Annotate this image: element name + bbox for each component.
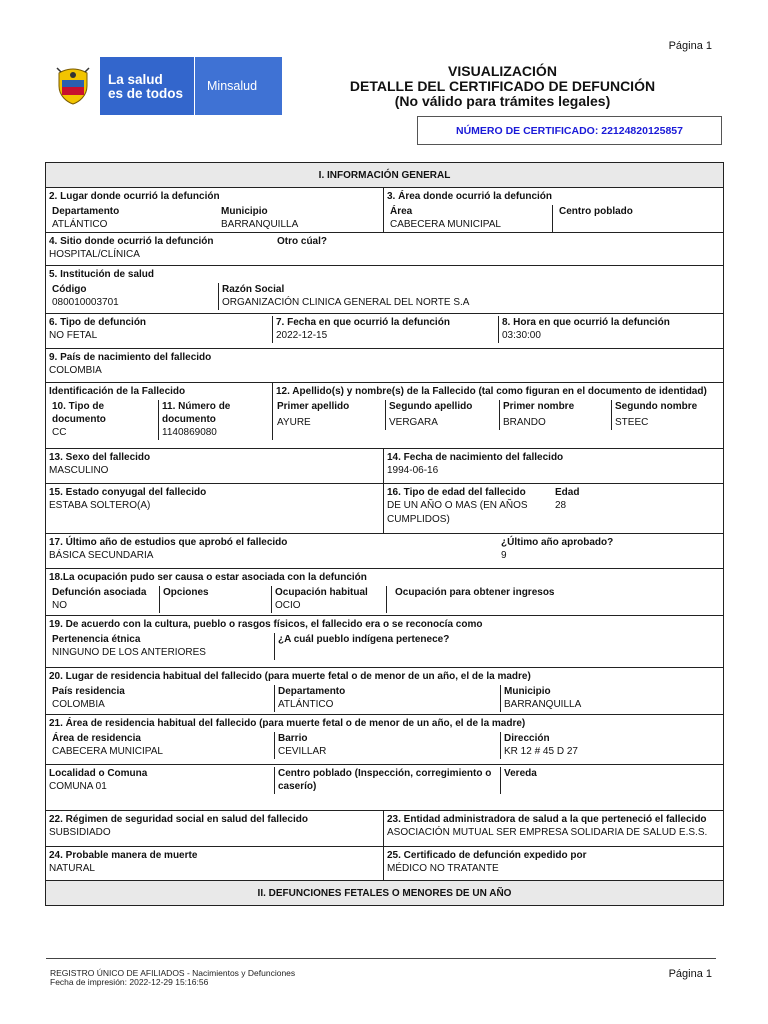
field-14-birth-date: 14. Fecha de nacimiento del fallecido 1994-06-16	[384, 449, 724, 484]
field-22-social-security: 22. Régimen de seguridad social en salud del fallecido SUBSIDIADO	[46, 811, 384, 847]
footer-divider	[46, 958, 716, 959]
field-20-residence: 20. Lugar de residencia habitual del fallecido (para muerte fetal o de menor de un año, el de la madre) País residencia COLOMBIA Departamento ATLÁNTICO Municipio BARRANQUILLA	[46, 668, 724, 715]
certificate-form	[45, 162, 724, 906]
certificate-number: NÚMERO DE CERTIFICADO: 22124820125857	[417, 116, 722, 145]
minsalud-logo	[46, 57, 282, 115]
field-21-locality: Localidad o Comuna COMUNA 01 Centro poblado (Inspección, corregimiento o caserío) Vereda	[46, 765, 724, 811]
field-15-marital: 15. Estado conyugal del fallecido ESTABA SOLTERO(A)	[46, 484, 384, 534]
field-21-residence-area: 21. Área de residencia habitual del fallecido (para muerte fetal o de menor de un año, el de la madre) Área de residencia CABECERA MUNICIPAL Barrio CEVILLAR Dirección KR 12 # 45 D 27	[46, 715, 724, 765]
logo-ministry: Minsalud	[195, 57, 282, 115]
field-13-sex: 13. Sexo del fallecido MASCULINO	[46, 449, 384, 484]
field-2-place: 2. Lugar donde ocurrió la defunción Departamento ATLÁNTICO Municipio BARRANQUILLA	[46, 188, 384, 233]
field-4-site: 4. Sitio donde ocurrió la defunción HOSPITAL/CLÍNICA Otro cúal?	[46, 233, 724, 266]
section-general-info: I. INFORMACIÓN GENERAL	[46, 163, 724, 188]
logo-slogan: La salud es de todos	[108, 72, 184, 101]
section-fetal-deaths: II. DEFUNCIONES FETALES O MENORES DE UN AÑO	[46, 881, 724, 906]
field-6-8: 6. Tipo de defunción NO FETAL 7. Fecha en que ocurrió la defunción 2022-12-15 8. Hora en que ocurrió la defunción 03:30:00	[46, 314, 724, 349]
field-9-birth-country: 9. País de nacimiento del fallecido COLOMBIA	[46, 349, 724, 383]
footer-info: REGISTRO ÚNICO DE AFILIADOS - Nacimientos y Defunciones Fecha de impresión: 2022-12-29 15:16:56	[50, 968, 296, 987]
field-25-issuer: 25. Certificado de defunción expedido por MÉDICO NO TRATANTE	[384, 847, 724, 881]
field-5-institution: 5. Institución de salud Código 080010003701 Razón Social ORGANIZACIÓN CLINICA GENERAL DEL NORTE S.A	[46, 266, 724, 314]
document-title: VISUALIZACIÓN DETALLE DEL CERTIFICADO DE DEFUNCIÓN (No válido para trámites legales)	[349, 63, 656, 109]
field-18-occupation: 18.La ocupación pudo ser causa o estar asociada con la defunción Defunción asociada NO Opciones Ocupación habitual OCIO Ocupación para obtener ingresos	[46, 569, 724, 616]
field-23-health-entity: 23. Entidad administradora de salud a la que perteneció el fallecido ASOCIACIÓN MUTUAL SER EMPRESA SOLIDARIA DE SALUD E.S.S.	[384, 811, 724, 847]
field-19-ethnicity: 19. De acuerdo con la cultura, pueblo o rasgos físicos, el fallecido era o se reconocía como Pertenencia étnica NINGUNO DE LOS ANTERIORES ¿A cuál pueblo indígena pertenece?	[46, 616, 724, 668]
page-number-bottom: Página 1	[668, 968, 712, 980]
field-17-education: 17. Último año de estudios que aprobó el fallecido BÁSICA SECUNDARIA ¿Último año aprobado? 9	[46, 534, 724, 569]
field-16-age: 16. Tipo de edad del fallecido DE UN AÑO O MAS (EN AÑOS CUMPLIDOS) Edad 28	[384, 484, 724, 534]
field-3-area: 3. Área donde ocurrió la defunción Área CABECERA MUNICIPAL Centro poblado	[384, 188, 724, 233]
field-24-manner: 24. Probable manera de muerte NATURAL	[46, 847, 384, 881]
page-number-top: Página 1	[668, 40, 712, 52]
colombia-shield-icon	[46, 57, 100, 115]
field-10-12-identification: Identificación de la Fallecido 10. Tipo de documento CC 11. Número de documento 1140869080 12. Apellido(s) y nombre(s) de la Fallecido (tal como figuran en el documento de identidad) Primer apellido AYURE Segundo apellido VERGARA Primer nombre BRANDO Segundo nombre STEEC	[46, 383, 724, 449]
